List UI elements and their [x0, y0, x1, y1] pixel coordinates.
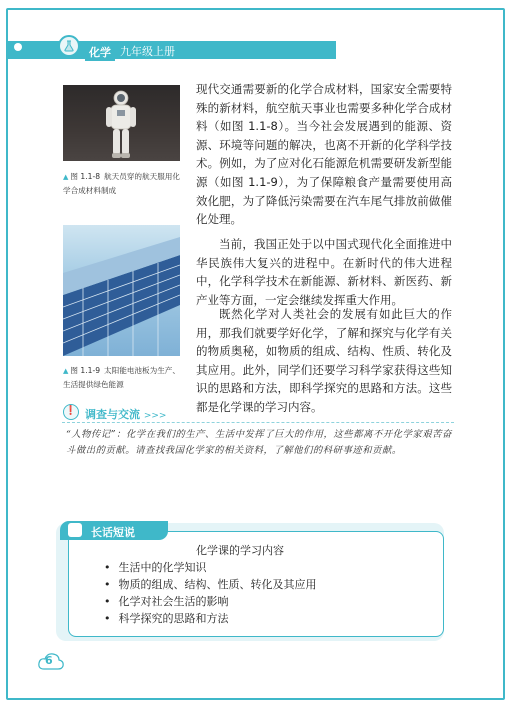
flask-icon	[58, 35, 80, 57]
paragraph-text: 现代交通需要新的化学合成材料，国家安全需要特殊的新材料，航空航天事业也需要多种化学合成材料（如图 1.1-8）。当今社会发展遇到的能源、资源、环境等问题的解决，也离不开新的化学科学技术。例如，为了应对化石能源危机需要研发新型能源（如图 1.1-9），为了保障粮食产量需要使用高效化肥，为了降低污染需要在汽车尾气排放前做催化处理。	[196, 82, 452, 227]
grade-label: 九年级上册	[120, 45, 175, 58]
summary-item: • 物质的组成、结构、性质、转化及其应用	[104, 576, 317, 593]
subject-label: 化学	[85, 43, 115, 61]
body-paragraph-1	[196, 80, 452, 229]
survey-text: “人物传记”：化学在我们的生产、生活中发挥了巨大的作用，这些都离不开化学家艰苦奋斗做出的贡献。请查找我国化学家的相关资料，了解他们的科研事迹和贡献。	[66, 429, 452, 456]
summary-tab-icon	[68, 523, 82, 537]
body-paragraph-3	[196, 305, 452, 417]
solar-panel-photo	[63, 225, 180, 356]
summary-tab-title: 长话短说	[91, 526, 135, 539]
summary-list	[104, 559, 317, 627]
spacesuit-photo	[63, 85, 180, 161]
survey-icon: ❗	[63, 404, 79, 420]
survey-title	[85, 406, 166, 422]
figure-caption-text: 太阳能电池板为生产、生活提供绿色能源	[63, 366, 180, 389]
figure-caption-text: 航天员穿的航天服用化学合成材料制成	[63, 172, 180, 195]
summary-heading: 化学课的学习内容	[196, 544, 284, 557]
figure-number: 图 1.1-8	[70, 172, 101, 181]
divider	[62, 422, 454, 423]
figure-caption-2	[63, 364, 187, 391]
figure-caption-1	[63, 170, 187, 197]
caption-marker-icon: ▲	[63, 173, 69, 181]
figure-number: 图 1.1-9	[70, 366, 101, 375]
body-paragraph-2	[196, 235, 452, 309]
survey-title-text: 调查与交流	[85, 408, 140, 421]
paragraph-text: 既然化学对人类社会的发展有如此巨大的作用，那我们就要学好化学，了解和探究与化学有关的物质奥秘，如物质的组成、结构、性质、转化及其应用。此外，同学们还要学习科学家获得这些知识的思路和方法，即科学探究的思路和方法。这些都是化学课的学习内容。	[196, 307, 452, 414]
summary-item: • 生活中的化学知识	[104, 559, 317, 576]
paragraph-text: 当前，我国正处于以中国式现代化全面推进中华民族伟大复兴的进程中。在新时代的伟大进程中，化学科学技术在新能源、新材料、新医药、新产业等方面，一定会继续发挥重大作用。	[196, 237, 452, 307]
page-number: 6	[45, 654, 53, 667]
summary-item: • 化学对社会生活的影响	[104, 593, 317, 610]
header-dot	[14, 43, 22, 51]
summary-item: • 科学探究的思路和方法	[104, 610, 317, 627]
caption-marker-icon: ▲	[63, 367, 69, 375]
survey-arrows: >>>	[143, 411, 167, 421]
